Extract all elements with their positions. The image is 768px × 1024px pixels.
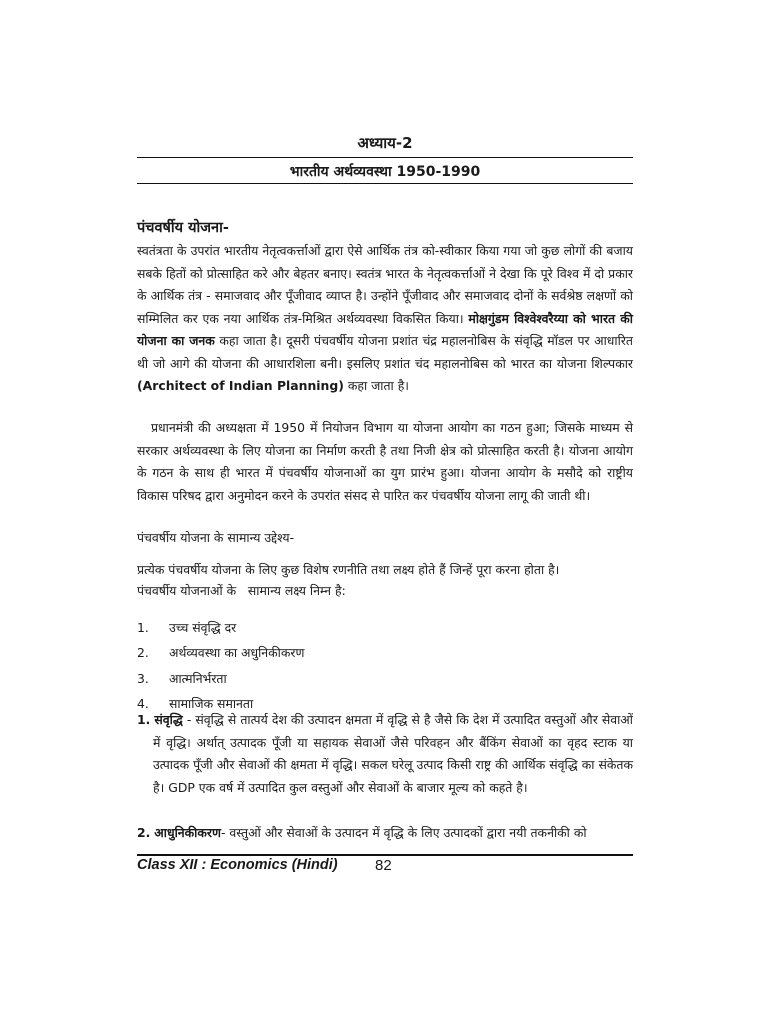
page-number: 82 [375,857,392,874]
list-item-text: उच्च संवृद्धि दर [169,620,237,635]
point-modernisation-term: आधुनिकीकरण [154,825,221,840]
para1-bold-father-of-planning: मोक्षगुंडम विश्वेश्वरैय्या को भारत की योजना का जनक [137,310,633,348]
list-item-text: आत्मनिर्भरता [169,670,227,686]
list-number: 1. [137,620,149,635]
point-growth [137,709,633,799]
title-rule-top [137,157,633,158]
list-number: 3. [137,670,149,686]
objectives-heading: पंचवर्षीय योजना के सामान्य उद्देश्य- [137,530,295,545]
list-item-text: अर्थव्यवस्था का अधुनिकीकरण [169,645,305,661]
point-growth-number: 1. [137,712,151,727]
para1-text-2: कहा जाता है। दूसरी पंचवर्षीय योजना प्रशांत चंद्र महालनोबिस के संवृद्धि मॉडल पर आधारित थी जो आगे की योजना की आधारशिला बनी। इसलिए प्रशांत चंद महालनोबिस को भारत का योजना शिल्पकार [137,333,633,371]
list-item-text: सामाजिक समानता [169,696,254,712]
chapter-label: अध्याय-2 [357,134,413,152]
para1-text-1: स्वतंत्रता के उपरांत भारतीय नेतृत्वकर्त्ताओं द्वारा ऐसे आर्थिक तंत्र को-स्वीकार किया गया जो कुछ लोगों की बजाय सबके हितों को प्रोत्साहित करे और बेहतर बनाए। स्वतंत्र भारत के नेतृत्वकर्त्ताओं ने देखा कि पूरे विश्व में दो प्रकार के आर्थिक तंत्र - समाजवाद और पूँजीवाद व्याप्त है। उन्होंने पूँजीवाद और समाजवाद दोनों के सर्वश्रेष्ठ लक्षणों को सम्मिलित कर एक नया आर्थिक तंत्र-मिश्रित अर्थव्यवस्था विकसित किया। [137,243,633,326]
objectives-intro-line-2: पंचवर्षीय योजनाओं के सामान्य लक्ष्य निम्न है: [137,583,346,598]
point-modernisation-text: - वस्तुओं और सेवाओं के उत्पादन में वृद्धि के लिए उत्पादकों द्वारा नयी तकनीकी को [220,825,587,840]
list-item [137,668,304,693]
section-heading: पंचवर्षीय योजना- [137,220,229,236]
objectives-list [137,617,304,719]
point-growth-text: - संवृद्धि से तात्पर्य देश की उत्पादन क्षमता में वृद्धि से है जैसे कि देश में उत्पादित वस्तुओं और सेवाओं में वृद्धि। अर्थात् उत्पादक पूँजी या सहायक सेवाओं जैसे परिवहन और बैंकिंग सेवाओं का वृहद स्टाक या उत्पादक पूँजी और सेवाओं की क्षमता में वृद्धि। सकल घरेलू उत्पाद किसी राष्ट्र की आर्थिक संवृद्धि का संकेतक है। GDP एक वर्ष में उत्पादित कुल वस्तुओं और सेवाओं के बाजार मूल्य को कहते है। [153,712,633,795]
list-number: 4. [137,696,149,712]
point-modernisation-number: 2. [137,825,151,840]
list-item [137,642,304,667]
paragraph-planning-intro [137,240,633,398]
paragraph-planning-commission: प्रधानमंत्री की अध्यक्षता में 1950 में नियोजन विभाग या योजना आयोग का गठन हुआ; जिसके माध्यम से सरकार अर्थव्यवस्था के लिए योजना का निर्माण करती है तथा निजी क्षेत्र को प्रोत्साहित करती है। योजना आयोग के गठन के साथ ही भारत में पंचवर्षीय योजनाओं का युग प्रारंभ हुआ। योजना आयोग के मसौदे को राष्ट्रीय विकास परिषद द्वारा अनुमोदन करने के उपरांत संसद से पारित कर पंचवर्षीय योजना लागू की जाती थी। [137,420,633,503]
point-modernisation [137,822,637,845]
footer-rule [137,854,633,856]
title-rule-bottom [137,183,633,184]
list-item [137,617,304,642]
point-growth-term: संवृद्धि [154,712,183,727]
para1-text-3: कहा जाता है। [347,378,409,393]
footer-title: Class XII : Economics (Hindi) [137,857,338,873]
chapter-title: भारतीय अर्थव्यवस्था 1950-1990 [289,164,481,180]
list-number: 2. [137,645,149,661]
para1-bold-architect: (Architect of Indian Planning) [137,378,344,393]
objectives-intro-line-1: प्रत्येक पंचवर्षीय योजना के लिए कुछ विशेष रणनीति तथा लक्ष्य होते हैं जिन्हें पूरा करना होता है। [137,562,560,577]
